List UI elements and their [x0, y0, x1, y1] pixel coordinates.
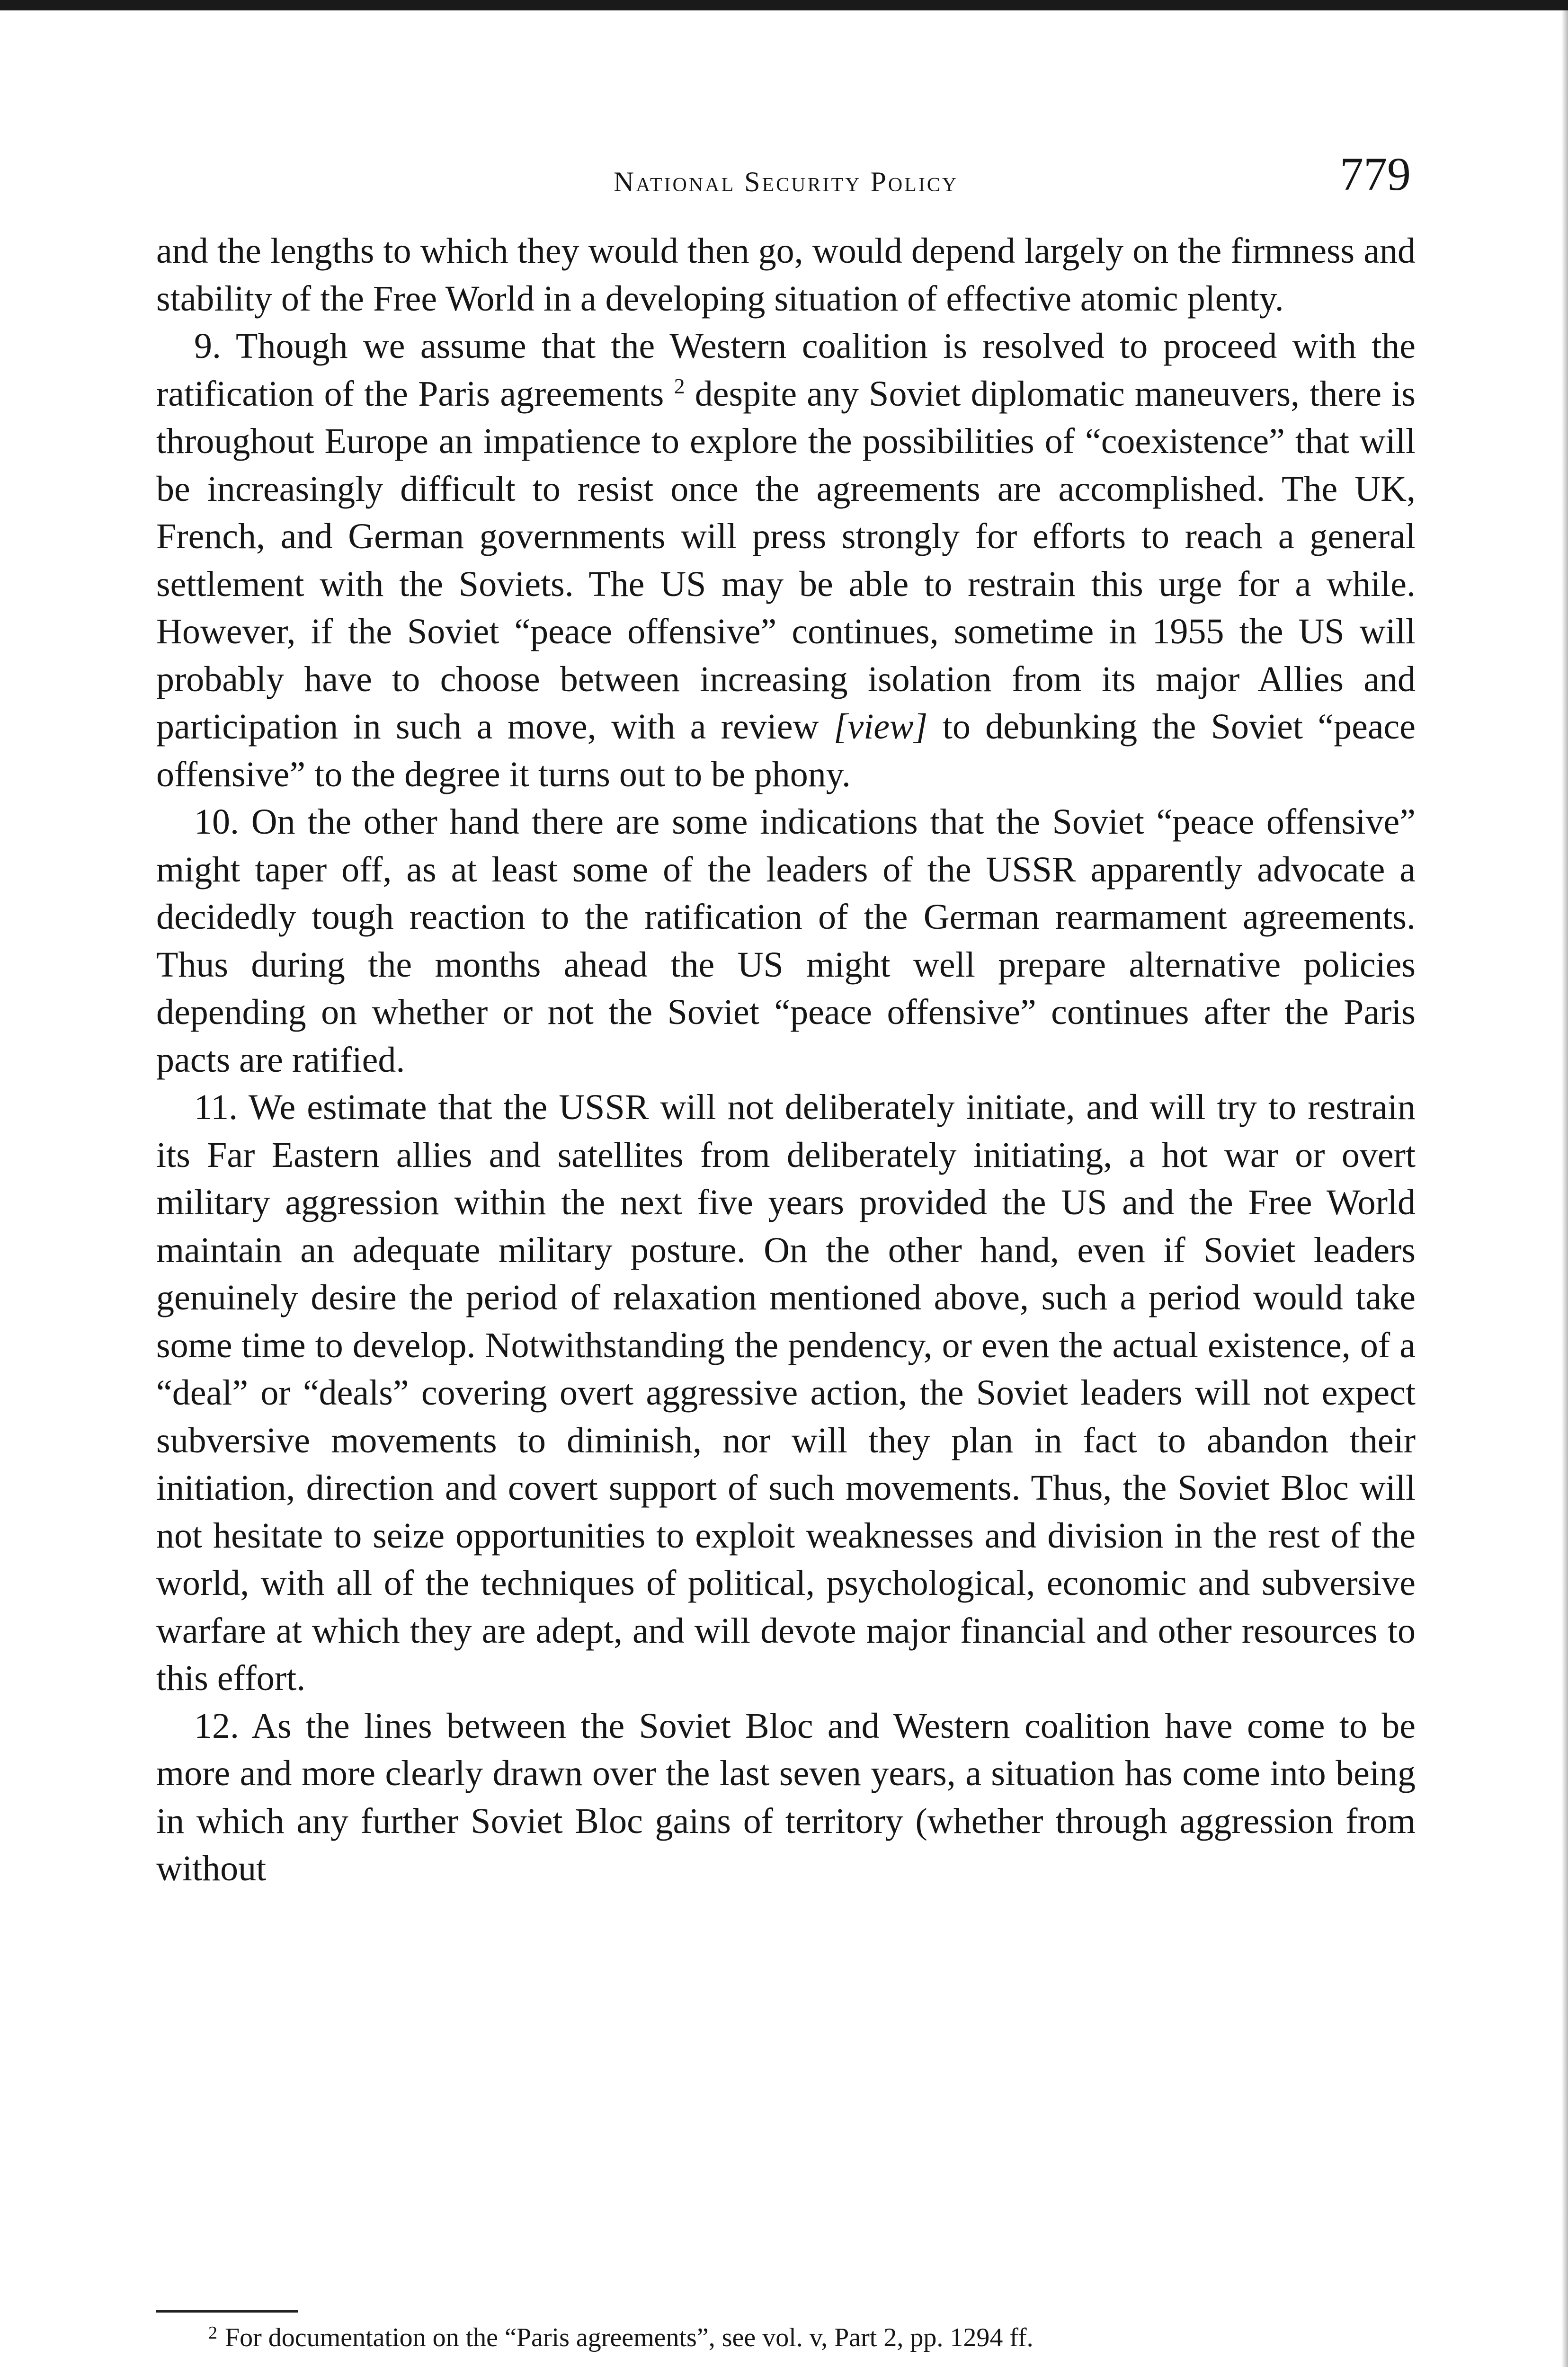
- footnote-number: 2: [208, 2323, 217, 2343]
- paragraph-9: [156, 322, 1416, 798]
- paragraph-10: 10. On the other hand there are some indications that the Soviet “peace offensive” might taper off, as at least some of the leaders of the USSR apparently advocate a decidedly tough reaction to the ratification of the German rearmament agreements. Thus during the months ahead the US might well prepare alternative policies depending on whether or not the Soviet “peace offensive” continues after the Paris pacts are ratified.: [156, 802, 1416, 1080]
- paragraph-continued: and the lengths to which they would then go, would depend largely on the firmness and stability of the Free World in a developing situation of effective atomic plenty.: [156, 231, 1416, 319]
- top-scan-border: [0, 0, 1568, 10]
- paragraph-9-part-c: to debunking the Soviet “peace offensive” to the degree it turns out to be phony.: [156, 707, 1416, 794]
- footnote-reference: 2: [674, 374, 685, 398]
- footnote-text: For documentation on the “Paris agreements”, see vol. v, Part 2, pp. 1294 ff.: [225, 2323, 1033, 2352]
- editorial-insertion: [view]: [833, 707, 928, 747]
- body-text: [156, 227, 1416, 1893]
- running-header: [156, 142, 1416, 218]
- footnote: [208, 2319, 1392, 2357]
- paragraph-9-part-a: 9. Though we assume that the Western coalition is resolved to proceed with the ratification of the Paris agreements: [156, 326, 1416, 414]
- running-title: National Security Policy: [613, 166, 959, 197]
- paragraph-12: 12. As the lines between the Soviet Bloc and Western coalition have come to be more and more clearly drawn over the last seven years, a situation has come into being in which any further Soviet Bloc gains of territory (whether through aggression from without: [156, 1706, 1416, 1888]
- page-number: 779: [1340, 148, 1411, 200]
- page-edge-shadow: [1561, 10, 1568, 2367]
- paragraph-9-part-b: despite any Soviet diplomatic maneuvers, there is throughout Europe an impatience to explore the possibilities of “coexistence” that will be increasingly difficult to resist once the agreements are accomplished. The UK, French, and German governments will press strongly for efforts to reach a general settlement with the Soviets. The US may be able to restrain this urge for a while. However, if the Soviet “peace offensive” continues, sometime in 1955 the US will probably have to choose between increasing isolation from its major Allies and participation in such a move, with a review: [156, 374, 1416, 747]
- paragraph-11: 11. We estimate that the USSR will not deliberately initiate, and will try to restrain its Far Eastern allies and satellites from deliberately initiating, a hot war or overt military aggression within the next five years provided the US and the Free World maintain an adequate military posture. On the other hand, even if Soviet leaders genuinely desire the period of relaxation mentioned above, such a period would take some time to develop. Notwithstanding the pendency, or even the actual existence, of a “deal” or “deals” covering overt aggressive action, the Soviet leaders will not expect subversive movements to diminish, nor will they plan in fact to abandon their initiation, direction and covert support of such movements. Thus, the Soviet Bloc will not hesitate to seize opportunities to exploit weaknesses and division in the rest of the world, with all of the techniques of political, psychological, economic and subversive warfare at which they are adept, and will devote major financial and other resources to this effort.: [156, 1087, 1416, 1698]
- footnote-divider: [156, 2310, 298, 2313]
